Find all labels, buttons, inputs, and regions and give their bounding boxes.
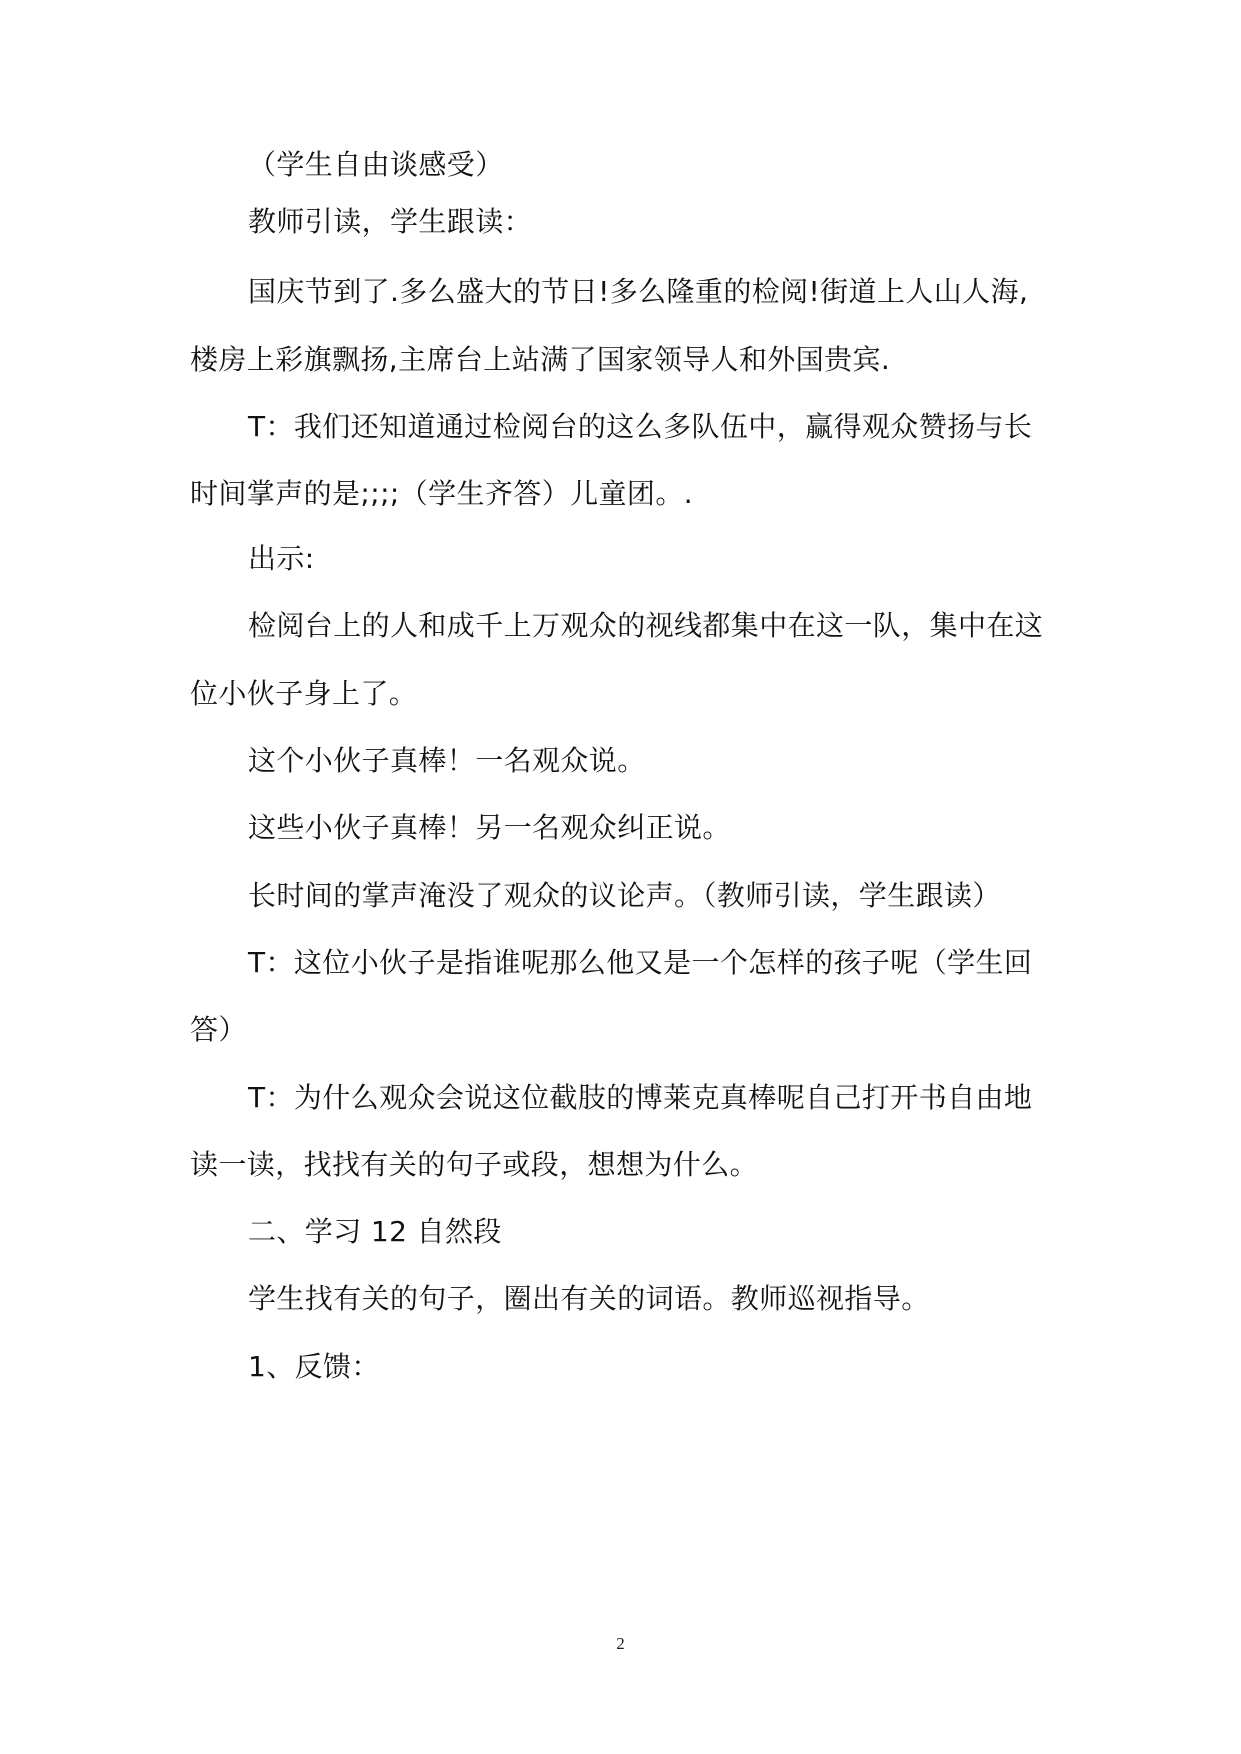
- paragraph-line: 楼房上彩旗飘扬,主席台上站满了国家领导人和外国贵宾.: [190, 343, 891, 376]
- paragraph-line: 出示:: [248, 542, 315, 575]
- paragraph-line: 时间掌声的是;;;;（学生齐答）儿童团。.: [190, 477, 694, 510]
- paragraph-line: T：这位小伙子是指谁呢那么他又是一个怎样的孩子呢（学生回: [248, 946, 1033, 979]
- paragraph-line: 答）: [190, 1013, 247, 1046]
- page-number: 2: [616, 1634, 625, 1653]
- paragraph-line: T：我们还知道通过检阅台的这么多队伍中，赢得观众赞扬与长: [248, 410, 1033, 443]
- paragraph-line: 国庆节到了.多么盛大的节日!多么隆重的检阅!街道上人山人海,: [248, 275, 1029, 308]
- paragraph-line: 学生找有关的句子，圈出有关的词语。教师巡视指导。: [248, 1282, 930, 1315]
- paragraph-line: 这些小伙子真棒！另一名观众纠正说。: [248, 811, 731, 844]
- paragraph-line: T：为什么观众会说这位截肢的博莱克真棒呢自己打开书自由地: [248, 1081, 1033, 1114]
- paragraph-line: 读一读，找找有关的句子或段，想想为什么。: [190, 1148, 759, 1181]
- paragraph-line: 教师引读，学生跟读：: [248, 205, 533, 238]
- paragraph-line: （学生自由谈感受）: [248, 148, 504, 181]
- paragraph-line: 1、反馈：: [248, 1350, 380, 1383]
- section-heading: 二、学习 12 自然段: [248, 1215, 502, 1248]
- paragraph-line: 位小伙子身上了。: [190, 677, 418, 710]
- paragraph-line: 长时间的掌声淹没了观众的议论声。（教师引读，学生跟读）: [248, 879, 1001, 912]
- paragraph-line: 这个小伙子真棒！一名观众说。: [248, 744, 646, 777]
- paragraph-line: 检阅台上的人和成千上万观众的视线都集中在这一队，集中在这: [248, 609, 1044, 642]
